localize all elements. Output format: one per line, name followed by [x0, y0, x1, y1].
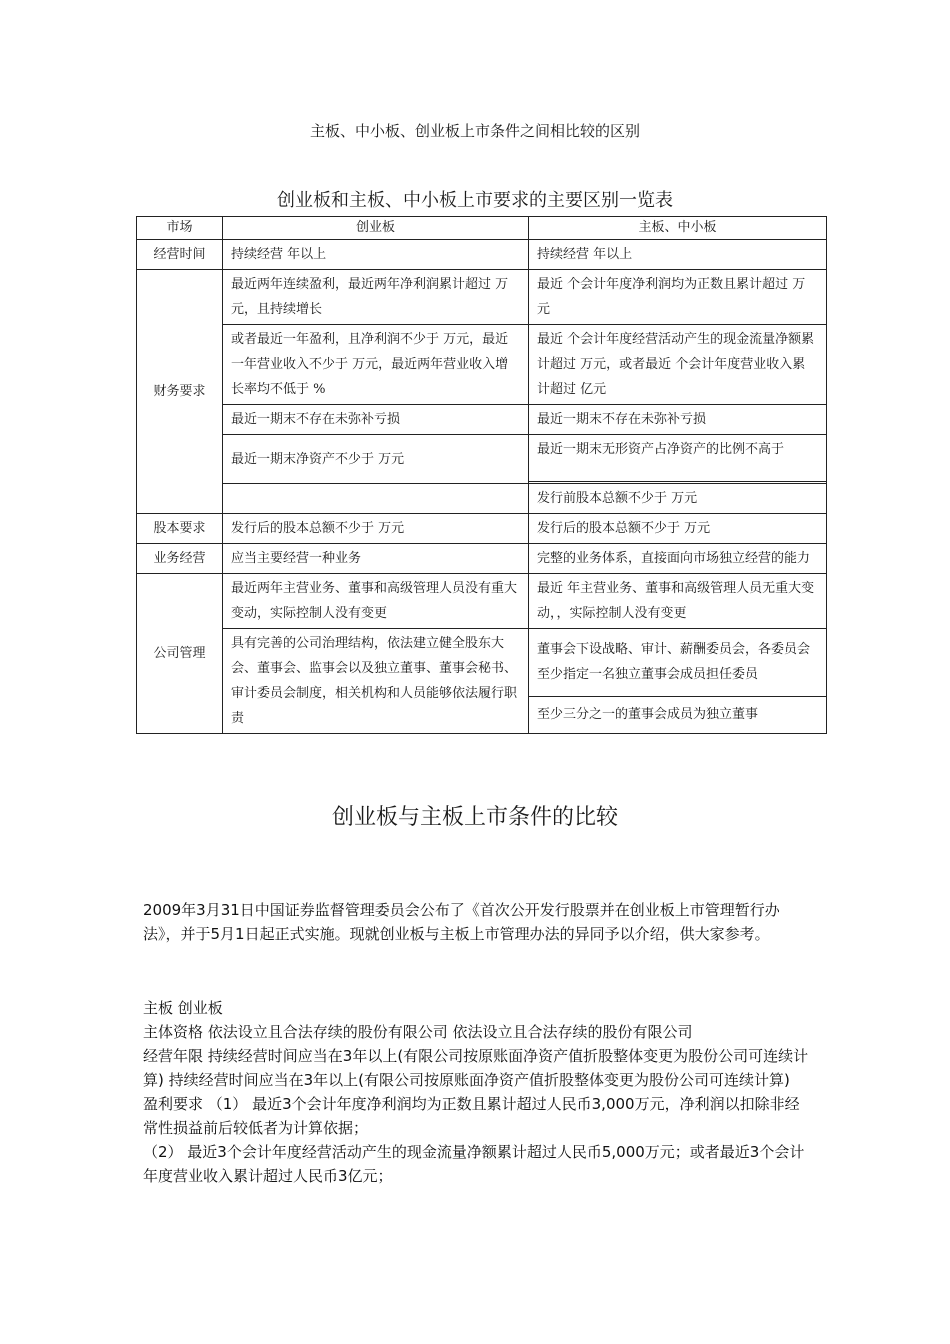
cell-main-governance-1: 最近 年主营业务、董事和高级管理人员无重大变动，，实际控制人没有变更: [529, 574, 827, 629]
cell-gem-business: 应当主要经营一种业务: [223, 544, 529, 574]
cell-main-finance-3: 最近一期末不存在未弥补亏损: [529, 405, 827, 435]
cell-gem-finance-1: 最近两年连续盈利，最近两年净利润累计超过 万元，且持续增长: [223, 270, 529, 325]
cell-main-capital: 发行后的股本总额不少于 万元: [529, 514, 827, 544]
body-line: 盈利要求 （1） 最近3个会计年度净利润均为正数且累计超过人民币3,000万元，净利润以扣除非经常性损益前后较低者为计算依据；: [143, 1095, 800, 1137]
table-title: 创业板和主板、中小板上市要求的主要区别一览表: [277, 190, 673, 211]
cell-gem-governance-1: 最近两年主营业务、董事和高级管理人员没有重大变动，实际控制人没有变更: [223, 574, 529, 629]
table-row: [137, 544, 827, 574]
cell-main-governance-2: 董事会下设战略、审计、薪酬委员会，各委员会至少指定一名独立董事会成员担任委员: [529, 629, 827, 697]
table-row: [137, 629, 827, 697]
table-row: [137, 405, 827, 435]
cell-gem-capital: 发行后的股本总额不少于 万元: [223, 514, 529, 544]
cell-main-operating: 持续经营 年以上: [529, 240, 827, 270]
body-line: 主体资格 依法设立且合法存续的股份有限公司 依法设立且合法存续的股份有限公司: [143, 1023, 693, 1041]
body-line: （2） 最近3个会计年度经营活动产生的现金流量净额累计超过人民币5,000万元；或者最近3个会计年度营业收入累计超过人民币3亿元；: [143, 1143, 805, 1185]
cell-gem-finance-empty: [223, 484, 529, 514]
header-main: 主板、中小板: [529, 217, 827, 240]
intro-paragraph: [143, 898, 813, 946]
cell-main-governance-3: 至少三分之一的董事会成员为独立董事: [529, 696, 827, 733]
cell-gem-finance-2: 或者最近一年盈利，且净利润不少于 万元，最近一年营业收入不少于 万元，最近两年营业收入增长率均不低于 %: [223, 325, 529, 405]
header-gem: 创业板: [223, 217, 529, 240]
cell-main-business: 完整的业务体系，直接面向市场独立经营的能力: [529, 544, 827, 574]
row-label-finance: 财务要求: [137, 270, 223, 514]
row-label-governance: 公司管理: [137, 574, 223, 734]
cell-gem-finance-4: 最近一期末净资产不少于 万元: [223, 435, 529, 484]
section-title: 创业板与主板上市条件的比较: [331, 805, 618, 830]
comparison-body: [143, 996, 813, 1188]
comparison-table: [136, 216, 827, 734]
table-row: [137, 325, 827, 405]
table-row: [137, 514, 827, 544]
row-label-capital: 股本要求: [137, 514, 223, 544]
table-row: [137, 435, 827, 482]
header-market: 市场: [137, 217, 223, 240]
table-row: [137, 270, 827, 325]
intro-text: 2009年3月31日中国证券监督管理委员会公布了《首次公开发行股票并在创业板上市管理暂行办法》，并于5月1日起正式实施。现就创业板与主板上市管理办法的异同予以介绍，供大家参考。: [143, 901, 780, 943]
cell-gem-finance-3: 最近一期末不存在未弥补亏损: [223, 405, 529, 435]
table-row: [137, 484, 827, 514]
row-label-business: 业务经营: [137, 544, 223, 574]
cell-main-finance-5: 发行前股本总额不少于 万元: [529, 484, 827, 514]
cell-main-finance-2: 最近 个会计年度经营活动产生的现金流量净额累计超过 万元，或者最近 个会计年度营业收入累计超过 亿元: [529, 325, 827, 405]
row-label-operating: 经营时间: [137, 240, 223, 270]
cell-gem-operating: 持续经营 年以上: [223, 240, 529, 270]
table-header-row: [137, 217, 827, 240]
document-title: 主板、中小板、创业板上市条件之间相比较的区别: [309, 122, 640, 140]
body-line: 主板 创业板: [143, 999, 223, 1017]
table-row: [137, 240, 827, 270]
cell-main-finance-4: 最近一期末无形资产占净资产的比例不高于: [529, 435, 827, 482]
body-line: 经营年限 持续经营时间应当在3年以上(有限公司按原账面净资产值折股整体变更为股份公司可连续计算) 持续经营时间应当在3年以上(有限公司按原账面净资产值折股整体变更为股份公司可连续计算): [143, 1047, 809, 1089]
cell-gem-governance-2: 具有完善的公司治理结构，依法建立健全股东大会、董事会、监事会以及独立董事、董事会秘书、审计委员会制度，相关机构和人员能够依法履行职责: [223, 629, 529, 734]
table-row: [137, 574, 827, 629]
cell-main-finance-1: 最近 个会计年度净利润均为正数且累计超过 万元: [529, 270, 827, 325]
